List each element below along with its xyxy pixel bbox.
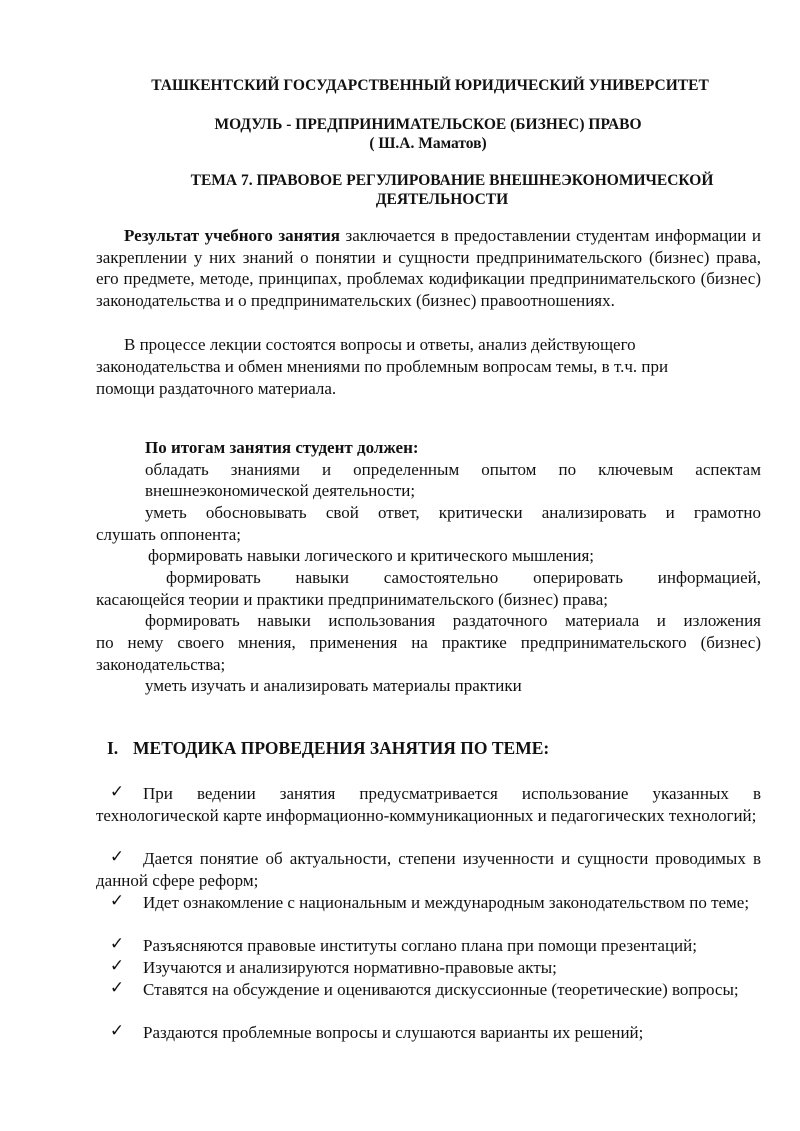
method-item-6: Ставятся на обсуждение и оцениваются дискуссионные (теоретические) вопросы; bbox=[143, 980, 739, 999]
method-item-7: Раздаются проблемные вопросы и слушаются варианты их решений; bbox=[143, 1023, 644, 1042]
checkmark-icon: ✓ bbox=[109, 934, 125, 953]
section-number: I. bbox=[107, 738, 119, 758]
outcomes-heading: По итогам занятия студент должен: bbox=[145, 438, 419, 457]
outcome-4-line-1: формировать навыки самостоятельно оперировать информацией, bbox=[166, 568, 761, 587]
outcome-2-line-1: уметь обосновывать свой ответ, критически анализировать и грамотно bbox=[145, 503, 761, 522]
method-item-3: Идет ознакомление с национальным и международным законодательством по теме; bbox=[143, 893, 750, 912]
topic-title-line1: ТЕМА 7. ПРАВОВОЕ РЕГУЛИРОВАНИЕ ВНЕШНЕЭКОНОМИЧЕСКОЙ bbox=[190, 172, 714, 189]
method-item-2: Дается понятие об актуальности, степени изученности и сущности проводимых в данной сфере реформ; bbox=[96, 849, 761, 890]
result-lead: Результат учебного занятия bbox=[124, 226, 340, 245]
outcome-1-line-1: обладать знаниями и определенным опытом по ключевым аспектам bbox=[145, 460, 761, 479]
method-item-5: Изучаются и анализируются нормативно-правовые акты; bbox=[143, 958, 557, 977]
checkmark-icon: ✓ bbox=[109, 956, 125, 975]
outcome-3: формировать навыки логического и критического мышления; bbox=[148, 546, 594, 565]
outcome-5-line-3: законодательства; bbox=[96, 655, 226, 674]
outcome-5-line-2: по нему своего мнения, применения на практике предпринимательского (бизнес) bbox=[96, 633, 761, 652]
checkmark-icon: ✓ bbox=[109, 891, 125, 910]
checkmark-icon: ✓ bbox=[109, 1021, 125, 1040]
university-title: ТАШКЕНТСКИЙ ГОСУДАРСТВЕННЫЙ ЮРИДИЧЕСКИЙ УНИВЕРСИТЕТ bbox=[151, 77, 709, 94]
outcome-2-line-2: слушать оппонента; bbox=[96, 525, 241, 544]
checkmark-icon: ✓ bbox=[109, 782, 125, 801]
author-line: ( Ш.А. Маматов) bbox=[369, 135, 487, 152]
checkmark-icon: ✓ bbox=[109, 847, 125, 866]
lecture-line-1: В процессе лекции состоятся вопросы и ответы, анализ действующего bbox=[124, 335, 636, 354]
outcome-5-line-1: формировать навыки использования раздаточного материала и изложения bbox=[145, 611, 761, 630]
outcome-1-line-2: внешнеэкономической деятельности; bbox=[145, 481, 416, 500]
section-heading bbox=[107, 738, 549, 759]
method-item-1: При ведении занятия предусматривается использование указанных в технологической карте информационно-коммуникационных и педагогических технологий; bbox=[96, 784, 761, 825]
module-title: МОДУЛЬ - ПРЕДПРИНИМАТЕЛЬСКОЕ (БИЗНЕС) ПРАВО bbox=[214, 116, 642, 133]
outcome-6: уметь изучать и анализировать материалы практики bbox=[145, 676, 522, 695]
result-text: заключается в предоставлении студентам информации и закреплении у них знаний о понятии и сущности предпринимательского (бизнес) права, его предмете, методе, принципах, проблемах кодификации предпринимательского (бизнес) законодательства и о предпринимательских (бизнес) правоотношениях. bbox=[96, 226, 761, 311]
method-item-4: Разъясняются правовые институты соглано плана при помощи презентаций; bbox=[143, 936, 697, 955]
result-paragraph bbox=[96, 225, 761, 312]
lecture-line-3: помощи раздаточного материала. bbox=[96, 379, 337, 398]
section-title: МЕТОДИКА ПРОВЕДЕНИЯ ЗАНЯТИЯ ПО ТЕМЕ: bbox=[133, 738, 550, 758]
lecture-line-2: законодательства и обмен мнениями по проблемным вопросам темы, в т.ч. при bbox=[96, 357, 669, 376]
checkmark-icon: ✓ bbox=[109, 978, 125, 997]
outcome-4-line-2: касающейся теории и практики предпринимательского (бизнес) права; bbox=[96, 590, 608, 609]
topic-title-line2: ДЕЯТЕЛЬНОСТИ bbox=[375, 191, 509, 208]
